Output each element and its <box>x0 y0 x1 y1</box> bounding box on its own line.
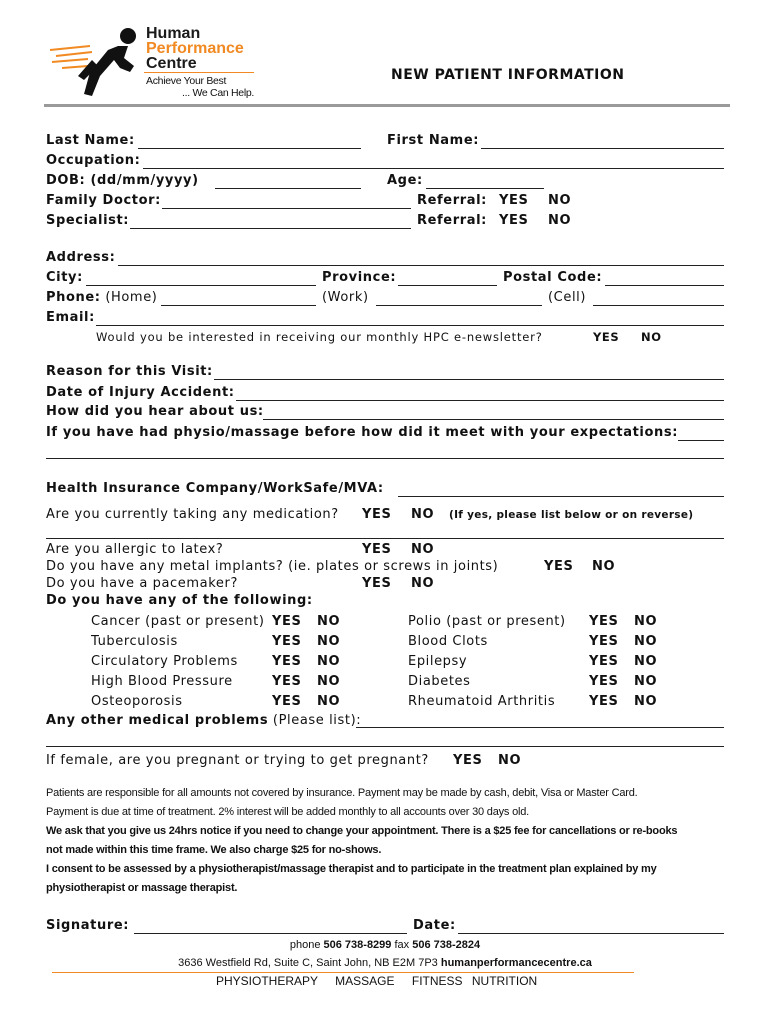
condition-blood-clots: Blood Clots <box>408 634 488 649</box>
expectations-field[interactable] <box>678 440 724 441</box>
last-name-label: Last Name: <box>46 133 135 148</box>
phone-label: Phone: <box>46 290 101 305</box>
service-physiotherapy: PHYSIOTHERAPY <box>216 974 318 988</box>
conditions-heading: Do you have any of the following: <box>46 593 313 608</box>
hear-about-label: How did you hear about us: <box>46 404 264 419</box>
pacemaker-yes[interactable]: YES <box>362 576 392 591</box>
newsletter-question: Would you be interested in receiving our monthly HPC e-newsletter? <box>96 330 543 344</box>
policy-line-5: I consent to be assessed by a physiotherapist/massage therapist and to participate in the treatment plan explained by my <box>46 863 657 875</box>
tuberculosis-yes[interactable]: YES <box>272 634 302 649</box>
condition-rheumatoid: Rheumatoid Arthritis <box>408 694 556 709</box>
header-divider <box>44 104 730 107</box>
footer-phone: 506 738-8299 <box>323 939 392 951</box>
insurance-label: Health Insurance Company/WorkSafe/MVA: <box>46 481 384 496</box>
age-field[interactable] <box>426 188 544 189</box>
condition-diabetes: Diabetes <box>408 674 471 689</box>
implants-question: Do you have any metal implants? (ie. plates or screws in joints) <box>46 559 499 574</box>
occupation-label: Occupation: <box>46 153 141 168</box>
footer-contact <box>0 939 770 951</box>
osteoporosis-yes[interactable]: YES <box>272 694 302 709</box>
phone-work-label: (Work) <box>322 290 369 305</box>
pregnant-yes[interactable]: YES <box>453 753 483 768</box>
latex-question: Are you allergic to latex? <box>46 542 224 557</box>
blood-clots-no[interactable]: NO <box>634 634 658 649</box>
specialist-field[interactable] <box>130 228 411 229</box>
logo-line-performance: Performance <box>146 40 244 57</box>
footer-address-line <box>0 957 770 969</box>
first-name-label: First Name: <box>387 133 480 148</box>
email-field[interactable] <box>96 325 724 326</box>
phone-work-field[interactable] <box>376 305 542 306</box>
last-name-field[interactable] <box>138 148 361 149</box>
blood-pressure-yes[interactable]: YES <box>272 674 302 689</box>
policy-line-4: not made within this time frame. We also charge $25 for no-shows. <box>46 844 382 856</box>
polio-yes[interactable]: YES <box>589 614 619 629</box>
implants-yes[interactable]: YES <box>544 559 574 574</box>
tuberculosis-no[interactable]: NO <box>317 634 341 649</box>
signature-field[interactable] <box>134 933 407 934</box>
expectations-field-2[interactable] <box>46 458 724 459</box>
pacemaker-no[interactable]: NO <box>411 576 435 591</box>
condition-osteoporosis: Osteoporosis <box>91 694 183 709</box>
dob-field[interactable] <box>215 188 361 189</box>
phone-cell-field[interactable] <box>593 305 724 306</box>
cancer-yes[interactable]: YES <box>272 614 302 629</box>
other-problems-field-2[interactable] <box>46 746 724 747</box>
footer-website[interactable]: humanperformancecentre.ca <box>440 957 592 969</box>
date-label: Date: <box>413 918 456 933</box>
postal-code-label: Postal Code: <box>503 270 603 285</box>
newsletter-yes[interactable]: YES <box>593 330 620 344</box>
insurance-field[interactable] <box>398 496 724 497</box>
rheumatoid-yes[interactable]: YES <box>589 694 619 709</box>
page-title: NEW PATIENT INFORMATION <box>391 67 625 83</box>
injury-date-field[interactable] <box>236 400 724 401</box>
province-field[interactable] <box>398 285 497 286</box>
hear-about-field[interactable] <box>263 419 724 420</box>
footer-divider <box>52 972 634 973</box>
referral-2-yes[interactable]: YES <box>499 213 529 228</box>
circulatory-no[interactable]: NO <box>317 654 341 669</box>
logo-tagline-1: Achieve Your Best <box>146 75 227 87</box>
condition-circulatory: Circulatory Problems <box>91 654 238 669</box>
pregnant-question: If female, are you pregnant or trying to get pregnant? <box>46 753 429 768</box>
epilepsy-yes[interactable]: YES <box>589 654 619 669</box>
other-problems-label: Any other medical problems <box>46 713 269 728</box>
circulatory-yes[interactable]: YES <box>272 654 302 669</box>
postal-code-field[interactable] <box>605 285 724 286</box>
policy-line-3: We ask that you give us 24hrs notice if you need to change your appointment. There is a $25 fee for cancellations or re-books <box>46 825 678 837</box>
age-label: Age: <box>387 173 423 188</box>
specialist-label: Specialist: <box>46 213 130 228</box>
city-field[interactable] <box>86 285 316 286</box>
referral-1-no[interactable]: NO <box>548 193 572 208</box>
medication-no[interactable]: NO <box>411 507 435 522</box>
referral-label-2: Referral: <box>417 213 487 228</box>
cancer-no[interactable]: NO <box>317 614 341 629</box>
occupation-field[interactable] <box>143 168 724 169</box>
latex-yes[interactable]: YES <box>362 542 392 557</box>
medication-note: (If yes, please list below or on reverse) <box>449 509 694 521</box>
logo <box>48 24 263 104</box>
footer-address: 3636 Westfield Rd, Suite C, Saint John, NB E2M 7P3 <box>178 957 438 969</box>
medication-question: Are you currently taking any medication? <box>46 507 339 522</box>
phone-cell-label: (Cell) <box>548 290 587 305</box>
pregnant-no[interactable]: NO <box>498 753 522 768</box>
epilepsy-no[interactable]: NO <box>634 654 658 669</box>
injury-date-label: Date of Injury Accident: <box>46 385 235 400</box>
pacemaker-question: Do you have a pacemaker? <box>46 576 238 591</box>
logo-tagline-2: ... We Can Help. <box>182 87 255 99</box>
rheumatoid-no[interactable]: NO <box>634 694 658 709</box>
polio-no[interactable]: NO <box>634 614 658 629</box>
footer-fax: 506 738-2824 <box>412 939 481 951</box>
condition-cancer: Cancer (past or present) <box>91 614 265 629</box>
diabetes-yes[interactable]: YES <box>589 674 619 689</box>
family-doctor-label: Family Doctor: <box>46 193 161 208</box>
reason-field[interactable] <box>214 379 724 380</box>
referral-2-no[interactable]: NO <box>548 213 572 228</box>
expectations-label: If you have had physio/massage before how did it meet with your expectations: <box>46 425 678 440</box>
newsletter-no[interactable]: NO <box>641 330 662 344</box>
medication-yes[interactable]: YES <box>362 507 392 522</box>
footer-services <box>216 974 537 988</box>
condition-blood-pressure: High Blood Pressure <box>91 674 233 689</box>
condition-polio: Polio (past or present) <box>408 614 566 629</box>
address-field[interactable] <box>118 265 724 266</box>
policy-line-6: physiotherapist or massage therapist. <box>46 882 238 894</box>
service-nutrition: NUTRITION <box>471 974 538 988</box>
family-doctor-field[interactable] <box>162 208 411 209</box>
please-list-label: (Please list): <box>272 713 362 728</box>
logo-line-human: Human <box>146 25 201 42</box>
reason-label: Reason for this Visit: <box>46 364 213 379</box>
date-field[interactable] <box>458 933 724 934</box>
runner-logo-icon <box>48 24 148 104</box>
condition-epilepsy: Epilepsy <box>408 654 468 669</box>
policy-line-2: Payment is due at time of treatment. 2% interest will be added monthly to all accounts over 30 days old. <box>46 806 530 818</box>
diabetes-no[interactable]: NO <box>634 674 658 689</box>
service-massage: MASSAGE <box>335 974 395 988</box>
city-label: City: <box>46 270 83 285</box>
implants-no[interactable]: NO <box>592 559 616 574</box>
other-problems-field[interactable] <box>356 727 724 728</box>
referral-1-yes[interactable]: YES <box>499 193 529 208</box>
policy-line-1: Patients are responsible for all amounts not covered by insurance. Payment may be made by cash, debit, Visa or Master Card. <box>46 787 638 799</box>
phone-home-label: (Home) <box>105 290 158 305</box>
phone-home-field[interactable] <box>161 305 316 306</box>
footer-fax-label: fax <box>394 939 410 951</box>
condition-tuberculosis: Tuberculosis <box>91 634 178 649</box>
address-label: Address: <box>46 250 116 265</box>
blood-clots-yes[interactable]: YES <box>589 634 619 649</box>
first-name-field[interactable] <box>481 148 724 149</box>
email-label: Email: <box>46 310 95 325</box>
latex-no[interactable]: NO <box>411 542 435 557</box>
footer-phone-label: phone <box>289 939 321 951</box>
province-label: Province: <box>322 270 397 285</box>
referral-label-1: Referral: <box>417 193 487 208</box>
signature-label: Signature: <box>46 918 130 933</box>
logo-line-centre: Centre <box>146 55 197 72</box>
blood-pressure-no[interactable]: NO <box>317 674 341 689</box>
medication-list-field[interactable] <box>46 538 724 539</box>
osteoporosis-no[interactable]: NO <box>317 694 341 709</box>
dob-label: DOB: (dd/mm/yyyy) <box>46 173 199 188</box>
service-fitness: FITNESS <box>411 974 463 988</box>
